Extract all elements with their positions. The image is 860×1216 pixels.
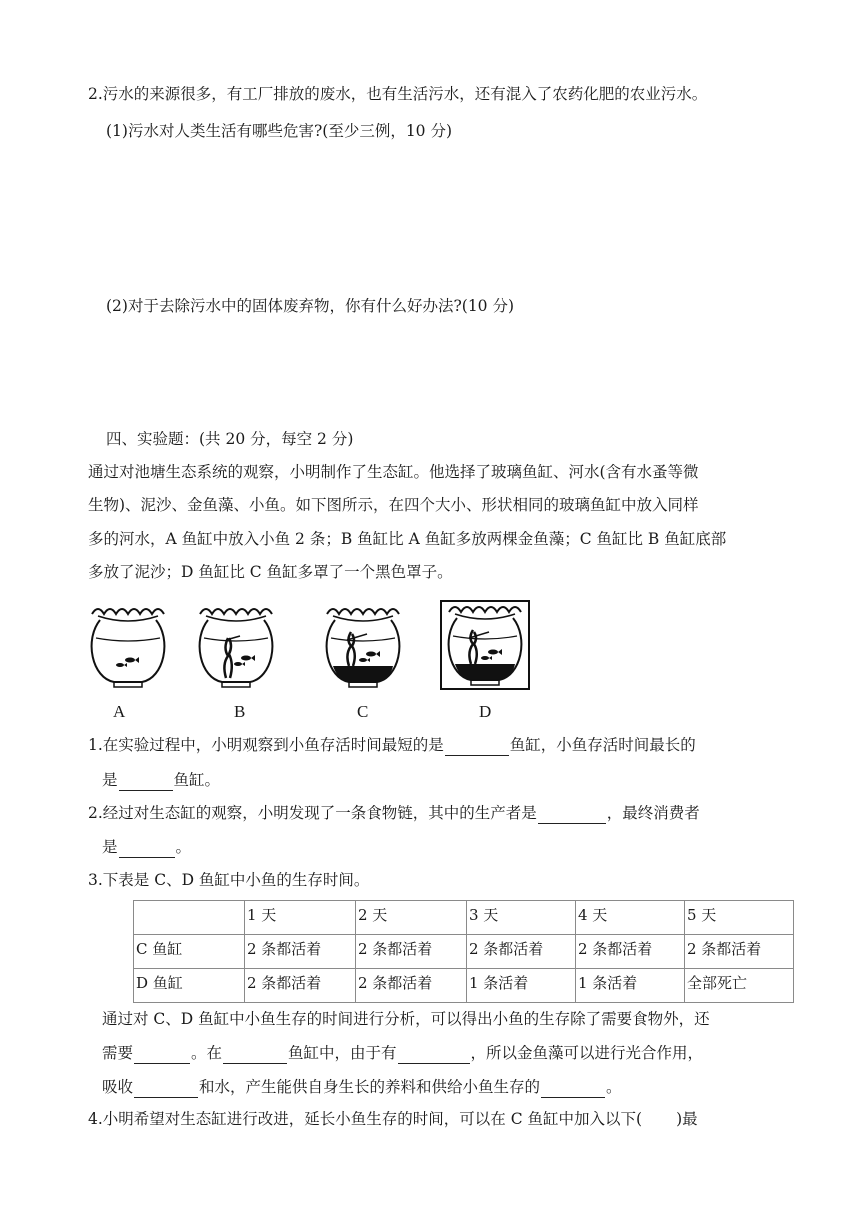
question-4-text-a: 4.小明希望对生态缸进行改进，延长小鱼生存的时间，可以在 C 鱼缸中加入以下( — [88, 1110, 643, 1128]
question-3-text: 。 — [606, 1078, 622, 1096]
survival-table — [133, 900, 794, 1003]
question-3-analysis-line-3 — [102, 1076, 622, 1098]
figure-label-d: D — [479, 702, 492, 721]
question-4-text-b: )最 — [676, 1110, 698, 1128]
question-1-text-a: 1.在实验过程中，小明观察到小鱼存活时间最短的是 — [88, 736, 444, 754]
figure-label-a: A — [113, 702, 126, 721]
question-2b-line-1 — [88, 802, 700, 824]
answer-blank[interactable] — [119, 772, 173, 791]
question-3-text: 吸收 — [102, 1078, 134, 1096]
table-cell: 2 条都活着 — [576, 935, 685, 969]
fish-bowl-c — [323, 600, 403, 694]
answer-blank[interactable] — [223, 1045, 287, 1064]
table-cell: C 鱼缸 — [134, 935, 245, 969]
table-cell: 2 条都活着 — [467, 935, 576, 969]
answer-blank[interactable] — [134, 1079, 198, 1098]
table-header-cell: 4 天 — [576, 901, 685, 935]
question-3-text: 需要 — [102, 1044, 134, 1062]
question-3-analysis-line-2 — [102, 1042, 703, 1064]
question-3-stem: 3.下表是 C、D 鱼缸中小鱼的生存时间。 — [88, 871, 370, 889]
table-header-cell: 1 天 — [245, 901, 356, 935]
section-4-intro-line-4: 多放了泥沙；D 鱼缸比 C 鱼缸多罩了一个黑色罩子。 — [88, 563, 453, 581]
fish-bowl-a — [88, 600, 168, 694]
section-4-intro-line-3: 多的河水，A 鱼缸中放入小鱼 2 条；B 鱼缸比 A 鱼缸多放两棵金鱼藻；C 鱼缸比 B 鱼缸底部 — [88, 530, 727, 548]
question-2b-line-2 — [102, 836, 191, 858]
table-cell: 2 条都活着 — [245, 969, 356, 1003]
question-2-sub2: (2)对于去除污水中的固体废弃物，你有什么好办法?(10 分) — [106, 297, 515, 315]
question-1-line-1 — [88, 734, 696, 756]
question-2b-text-b: ，最终消费者 — [606, 804, 700, 822]
table-header-row — [134, 901, 794, 935]
answer-blank[interactable] — [398, 1045, 470, 1064]
answer-blank[interactable] — [538, 805, 606, 824]
table-header-cell — [134, 901, 245, 935]
table-header-cell: 5 天 — [685, 901, 794, 935]
question-1-text-b: 鱼缸，小鱼存活时间最长的 — [509, 736, 696, 754]
question-1-text-c: 是 — [102, 771, 118, 789]
table-cell: 1 条活着 — [576, 969, 685, 1003]
table-header-cell: 3 天 — [467, 901, 576, 935]
fish-bowl-b — [196, 600, 276, 694]
table-row — [134, 969, 794, 1003]
question-2b-text-d: 。 — [175, 838, 192, 856]
question-3-text: 。在 — [191, 1044, 223, 1062]
answer-blank[interactable] — [445, 737, 509, 756]
answer-blank[interactable] — [541, 1079, 605, 1098]
figure-label-c: C — [357, 702, 369, 721]
table-cell: 2 条都活着 — [356, 969, 467, 1003]
table-cell: D 鱼缸 — [134, 969, 245, 1003]
question-3-text: ，所以金鱼藻可以进行光合作用， — [470, 1044, 704, 1062]
question-3-analysis-line-1: 通过对 C、D 鱼缸中小鱼生存的时间进行分析，可以得出小鱼的生存除了需要食物外，还 — [102, 1010, 710, 1028]
question-3-text: 和水，产生能供自身生长的养料和供给小鱼生存的 — [199, 1078, 541, 1096]
answer-blank[interactable] — [119, 839, 175, 858]
section-4-title: 四、实验题：(共 20 分，每空 2 分) — [106, 430, 354, 448]
question-2b-text-a: 2.经过对生态缸的观察，小明发现了一条食物链，其中的生产者是 — [88, 804, 537, 822]
question-2b-text-c: 是 — [102, 838, 118, 856]
section-4-intro-line-1: 通过对池塘生态系统的观察，小明制作了生态缸。他选择了玻璃鱼缸、河水(含有水蚤等微 — [88, 463, 699, 481]
table-cell: 2 条都活着 — [356, 935, 467, 969]
question-2-stem: 2.污水的来源很多，有工厂排放的废水，也有生活污水，还有混入了农药化肥的农业污水。 — [88, 85, 708, 103]
table-header-cell: 2 天 — [356, 901, 467, 935]
question-3-text: 鱼缸中，由于有 — [288, 1044, 397, 1062]
section-4-intro-line-2: 生物)、泥沙、金鱼藻、小鱼。如下图所示，在四个大小、形状相同的玻璃鱼缸中放入同样 — [88, 496, 699, 514]
table-cell: 1 条活着 — [467, 969, 576, 1003]
question-4-line-1 — [88, 1108, 698, 1130]
answer-blank[interactable] — [134, 1045, 190, 1064]
table-cell: 2 条都活着 — [685, 935, 794, 969]
question-1-text-d: 鱼缸。 — [173, 771, 221, 789]
table-cell: 全部死亡 — [685, 969, 794, 1003]
question-2-sub1: (1)污水对人类生活有哪些危害?(至少三例，10 分) — [106, 122, 453, 140]
question-1-line-2 — [102, 769, 220, 791]
table-row — [134, 935, 794, 969]
figure-label-b: B — [234, 702, 246, 721]
fish-bowl-d-covered — [440, 600, 530, 694]
table-cell: 2 条都活着 — [245, 935, 356, 969]
